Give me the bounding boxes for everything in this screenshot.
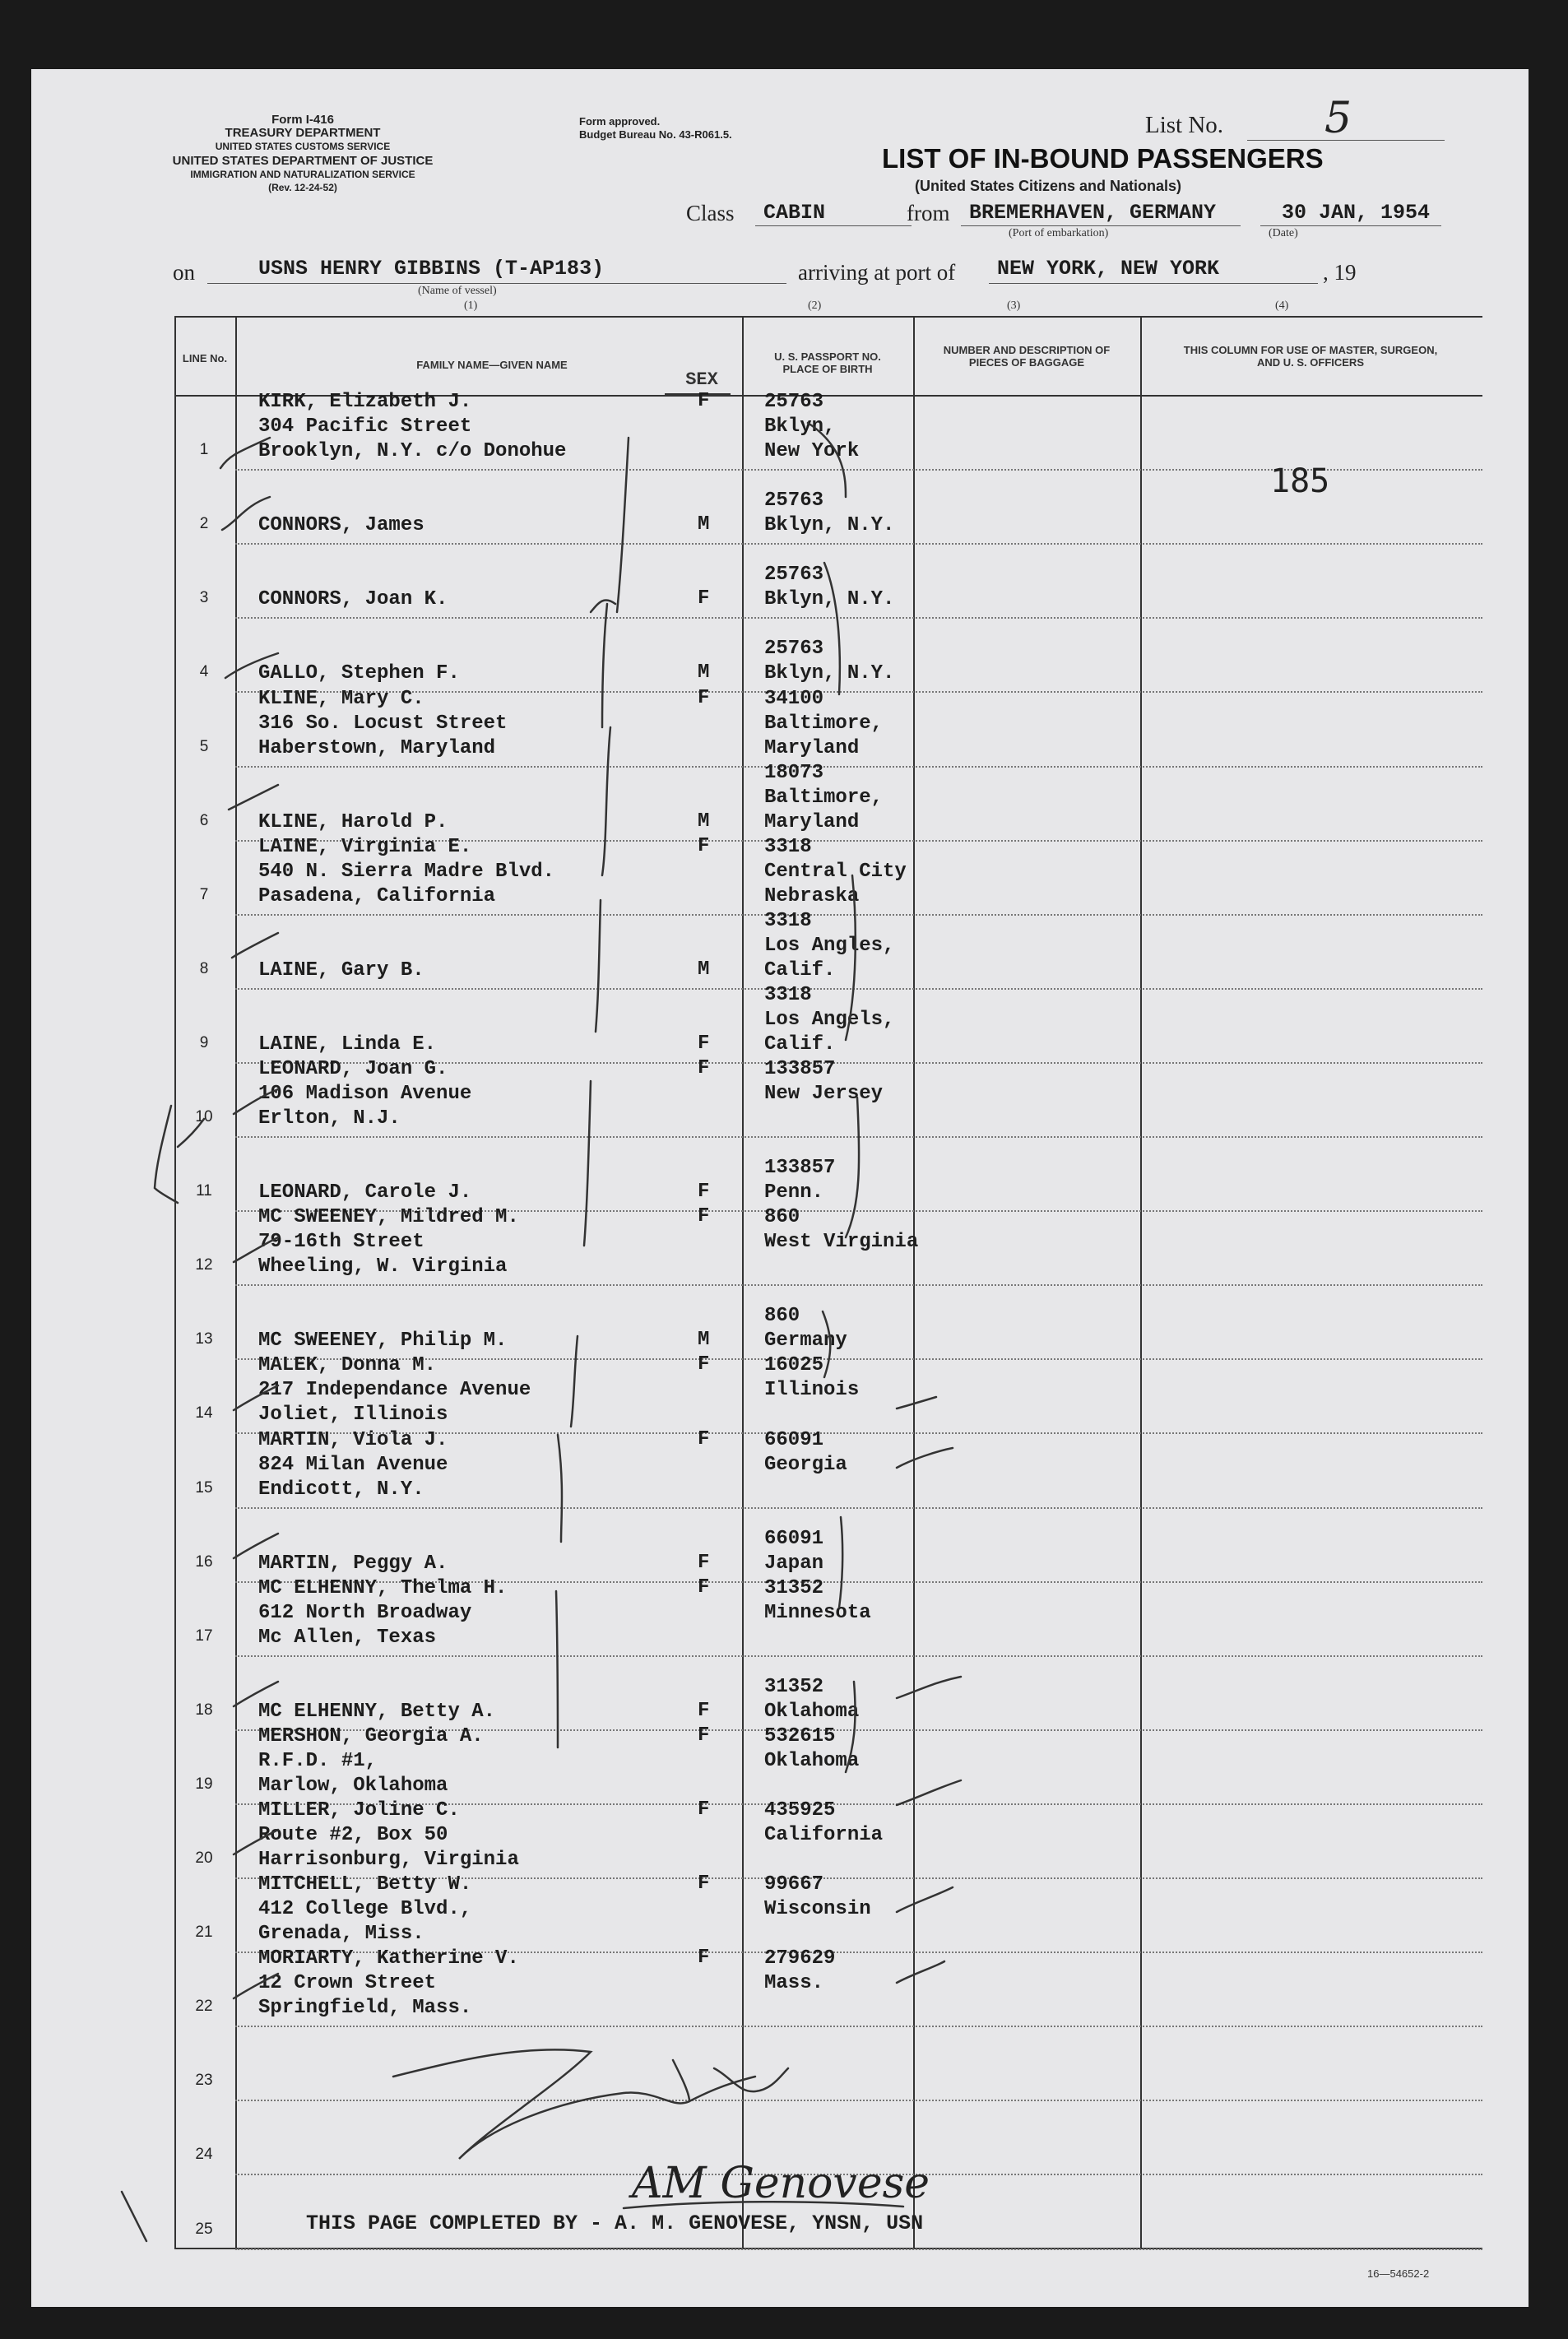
passport-birthplace: 435925 California: [764, 1799, 884, 1846]
passport-birthplace: 31352 Oklahoma: [764, 1675, 860, 1723]
check-mark: [558, 1435, 562, 1542]
customs-service: UNITED STATES CUSTOMS SERVICE: [215, 141, 391, 152]
passenger-name: GALLO, Stephen F.: [258, 662, 460, 685]
form-approved: Form approved.: [579, 115, 661, 128]
line-number: 24: [195, 2146, 213, 2164]
line-number: 16: [195, 1552, 213, 1571]
date-value: 30 JAN, 1954: [1282, 201, 1431, 225]
passenger-name: CONNORS, Joan K.: [258, 588, 448, 611]
passport-birthplace: 25763 Bklyn, N.Y.: [764, 638, 895, 685]
justice-dept: UNITED STATES DEPARTMENT OF JUSTICE: [172, 154, 434, 168]
passenger-sex: F: [698, 686, 710, 709]
line-number: 14: [195, 1404, 213, 1422]
header-baggage: NUMBER AND DESCRIPTION OF PIECES OF BAGGAGE: [943, 344, 1111, 369]
vessel-caption: (Name of vessel): [418, 285, 497, 297]
passenger-sex: M: [698, 513, 710, 536]
row-rule: [235, 2026, 1482, 2027]
passport-birthplace: 25763 Bklyn, N.Y.: [764, 564, 895, 611]
check-mark: [897, 1887, 953, 1912]
check-mark: [897, 1780, 961, 1805]
row-rule: [235, 2249, 1482, 2250]
line-number: 15: [195, 1478, 213, 1497]
passport-birthplace: 16025 Illinois: [764, 1354, 860, 1402]
passport-birthplace: 133857 Penn.: [764, 1157, 836, 1204]
arrival-port: NEW YORK, NEW YORK: [997, 257, 1220, 281]
completer-signature: AM Genovese: [632, 2159, 930, 2208]
ins-service: IMMIGRATION AND NATURALIZATION SERVICE: [190, 169, 415, 180]
passenger-sex: F: [698, 1576, 710, 1599]
check-mark: [897, 1677, 961, 1698]
passenger-name: LEONARD, Joan G. 106 Madison Avenue Erlton, N.J.: [258, 1058, 472, 1130]
row-rule: [235, 2100, 1482, 2101]
line-number: 6: [199, 811, 209, 829]
class-value: CABIN: [763, 201, 826, 225]
print-code: 16—54652-2: [1367, 2267, 1430, 2280]
passenger-sex: M: [698, 661, 710, 685]
check-mark: [897, 1961, 944, 1983]
form-number: Form I-416: [271, 113, 334, 127]
class-label: Class: [686, 201, 735, 225]
line-number: 19: [195, 1775, 213, 1793]
check-mark: [602, 727, 610, 875]
passport-birthplace: 3318 Central City Nebraska: [764, 835, 907, 907]
completed-by-note: THIS PAGE COMPLETED BY - A. M. GENOVESE, YNSN, USN: [306, 2211, 924, 2235]
passenger-sex: F: [698, 1724, 710, 1747]
line-number: 11: [196, 1182, 212, 1200]
passenger-name: MERSHON, Georgia A. R.F.D. #1, Marlow, Oklahoma: [258, 1724, 484, 1797]
row-rule: [235, 543, 1482, 545]
passport-birthplace: 860 West Virginia: [764, 1206, 919, 1254]
passport-birthplace: 18073 Baltimore, Maryland: [764, 761, 884, 833]
manifest-page: [31, 69, 1529, 2307]
class-underline: [755, 225, 912, 226]
passport-birthplace: 860 Germany: [764, 1305, 847, 1353]
line-number: 21: [195, 1924, 213, 1942]
passenger-name: MALEK, Donna M. 217 Independance Avenue Joliet, Illinois: [258, 1354, 531, 1427]
line-number: 9: [199, 1033, 209, 1051]
check-mark: [897, 1448, 953, 1468]
form-id-block: [163, 114, 443, 194]
list-no-value: 5: [1324, 94, 1352, 143]
column-number-4: (4): [1275, 299, 1289, 312]
line-number: 22: [195, 1998, 213, 2016]
line-number: 7: [199, 885, 209, 903]
vessel-value: USNS HENRY GIBBINS (T-AP183): [258, 257, 605, 281]
check-mark: [571, 1336, 578, 1427]
passport-birthplace: 25763 Bklyn, N.Y.: [764, 490, 895, 537]
header-line-no: LINE No.: [182, 352, 228, 364]
passenger-sex: F: [698, 1699, 710, 1722]
column-number-1: (1): [464, 299, 478, 312]
passenger-sex: M: [698, 958, 710, 981]
line-number: 12: [195, 1256, 213, 1274]
check-mark: [584, 1081, 591, 1246]
line-number: 3: [199, 589, 209, 607]
passenger-name: CONNORS, James: [258, 514, 424, 537]
port-caption: (Port of embarkation): [1009, 227, 1109, 239]
passport-birthplace: 279629 Mass.: [764, 1947, 836, 1995]
passenger-name: LAINE, Gary B.: [258, 958, 424, 982]
passport-birthplace: 3318 Los Angels, Calif.: [764, 983, 895, 1056]
passport-birthplace: 66091 Georgia: [764, 1428, 847, 1476]
row-rule: [235, 1284, 1482, 1286]
passenger-name: KLINE, Harold P.: [258, 810, 448, 833]
passenger-sex: F: [698, 1032, 710, 1055]
line-number: 5: [199, 737, 209, 755]
passenger-sex: M: [698, 1329, 710, 1352]
check-mark: [602, 604, 607, 727]
vessel-underline: [207, 283, 786, 284]
passport-birthplace: 133857 New Jersey: [764, 1058, 884, 1105]
col-divider-officers: [1140, 316, 1142, 2249]
passenger-name: MORIARTY, Katherine V. 12 Crown Street Springfield, Mass.: [258, 1947, 519, 2020]
passenger-name: MC SWEENEY, Philip M.: [258, 1330, 508, 1353]
passport-birthplace: 34100 Baltimore, Maryland: [764, 687, 884, 759]
passenger-name: MC ELHENNY, Betty A.: [258, 1700, 496, 1723]
col-divider-line: [235, 316, 237, 2249]
line-number: 10: [195, 1108, 213, 1125]
line-number: 17: [195, 1627, 213, 1645]
line-number: 23: [195, 2072, 213, 2090]
passport-birthplace: 99667 Wisconsin: [764, 1873, 871, 1921]
table-border-left: [174, 316, 176, 2249]
arriving-label: arriving at port of: [798, 260, 956, 285]
passenger-sex: F: [698, 587, 710, 610]
line-number: 8: [199, 959, 209, 977]
passenger-name: MARTIN, Peggy A.: [258, 1552, 448, 1575]
list-no-label: List No.: [1145, 112, 1224, 138]
row-rule: [235, 1655, 1482, 1657]
line-number: 20: [195, 1849, 213, 1867]
column-number-2: (2): [808, 299, 822, 312]
from-value: BREMERHAVEN, GERMANY: [969, 201, 1217, 225]
passenger-sex: F: [698, 1427, 710, 1450]
passenger-sex: F: [698, 1873, 710, 1896]
passenger-sex: F: [698, 1353, 710, 1376]
col-divider-baggage: [913, 316, 915, 2249]
passport-birthplace: 25763 Bklyn, New York: [764, 391, 860, 463]
column-number-3: (3): [1007, 299, 1021, 312]
passenger-sex: F: [698, 1181, 710, 1204]
header-sex: SEX: [685, 369, 718, 390]
passenger-name: LAINE, Linda E.: [258, 1033, 437, 1056]
passenger-name: KLINE, Mary C. 316 So. Locust Street Haberstown, Maryland: [258, 687, 508, 759]
passenger-name: MC SWEENEY, Mildred M. 79-16th Street Wheeling, W. Virginia: [258, 1206, 519, 1279]
form-revision: (Rev. 12-24-52): [268, 182, 337, 193]
passenger-sex: F: [698, 1947, 710, 1970]
passenger-name: LAINE, Virginia E. 540 N. Sierra Madre Blvd. Pasadena, California: [258, 835, 555, 907]
check-mark: [596, 900, 601, 1032]
page-title: LIST OF IN-BOUND PASSENGERS: [882, 143, 1324, 174]
check-mark: [591, 600, 615, 612]
header-name: FAMILY NAME—GIVEN NAME: [416, 359, 568, 371]
initials-scribble: [393, 2049, 689, 2159]
passenger-sex: M: [698, 810, 710, 833]
margin-check-mark: [122, 2192, 146, 2241]
passenger-sex: F: [698, 1798, 710, 1821]
line-number: 2: [199, 515, 209, 533]
passenger-name: KIRK, Elizabeth J. 304 Pacific Street Brooklyn, N.Y. c/o Donohue: [258, 391, 567, 463]
from-label: from: [907, 201, 950, 225]
page-subtitle: (United States Citizens and Nationals): [915, 178, 1182, 194]
passenger-sex: F: [698, 834, 710, 857]
row-rule: [235, 1136, 1482, 1138]
line-number: 4: [199, 663, 209, 681]
approval-block: [579, 115, 793, 142]
passenger-sex: F: [698, 390, 710, 413]
row-rule: [235, 617, 1482, 619]
passenger-name: MITCHELL, Betty W. 412 College Blvd., Grenada, Miss.: [258, 1873, 472, 1946]
on-label: on: [173, 260, 195, 285]
passenger-name: MARTIN, Viola J. 824 Milan Avenue Endicott, N.Y.: [258, 1428, 448, 1501]
table-top-rule: [174, 316, 1482, 318]
passport-birthplace: 532615 Oklahoma: [764, 1724, 860, 1772]
check-mark: [897, 1397, 936, 1409]
year-prefix: , 19: [1323, 260, 1357, 285]
passenger-name: MC ELHENNY, Thelma H. 612 North Broadway Mc Allen, Texas: [258, 1576, 508, 1649]
passport-birthplace: 3318 Los Angles, Calif.: [764, 909, 895, 982]
passenger-name: MILLER, Joline C. Route #2, Box 50 Harrisonburg, Virginia: [258, 1799, 519, 1871]
passport-birthplace: 31352 Minnesota: [764, 1576, 871, 1624]
row-rule: [235, 1507, 1482, 1509]
line-number: 13: [195, 1330, 213, 1348]
line-number: 1: [199, 441, 209, 459]
arrival-underline: [989, 283, 1318, 284]
date-underline: [1260, 225, 1441, 226]
initials-scribble: [714, 2068, 788, 2091]
budget-bureau: Budget Bureau No. 43-R061.5.: [579, 128, 732, 141]
header-officers: THIS COLUMN FOR USE OF MASTER, SURGEON, AND U. S. OFFICERS: [1183, 344, 1438, 369]
check-mark: [556, 1591, 558, 1747]
date-caption: (Date): [1269, 227, 1298, 239]
passenger-sex: F: [698, 1057, 710, 1079]
header-passport: U. S. PASSPORT NO. PLACE OF BIRTH: [774, 350, 881, 375]
from-underline: [961, 225, 1241, 226]
col-divider-passport: [742, 316, 744, 2249]
passport-birthplace: 66091 Japan: [764, 1527, 824, 1575]
passenger-sex: F: [698, 1551, 710, 1574]
check-mark: [232, 933, 278, 958]
officer-note: 185: [1270, 462, 1330, 500]
treasury-dept: TREASURY DEPARTMENT: [225, 126, 381, 140]
line-number: 18: [195, 1701, 213, 1719]
check-mark: [617, 438, 629, 612]
line-number: 25: [195, 2220, 213, 2238]
passenger-name: LEONARD, Carole J.: [258, 1181, 472, 1204]
passenger-sex: F: [698, 1205, 710, 1228]
